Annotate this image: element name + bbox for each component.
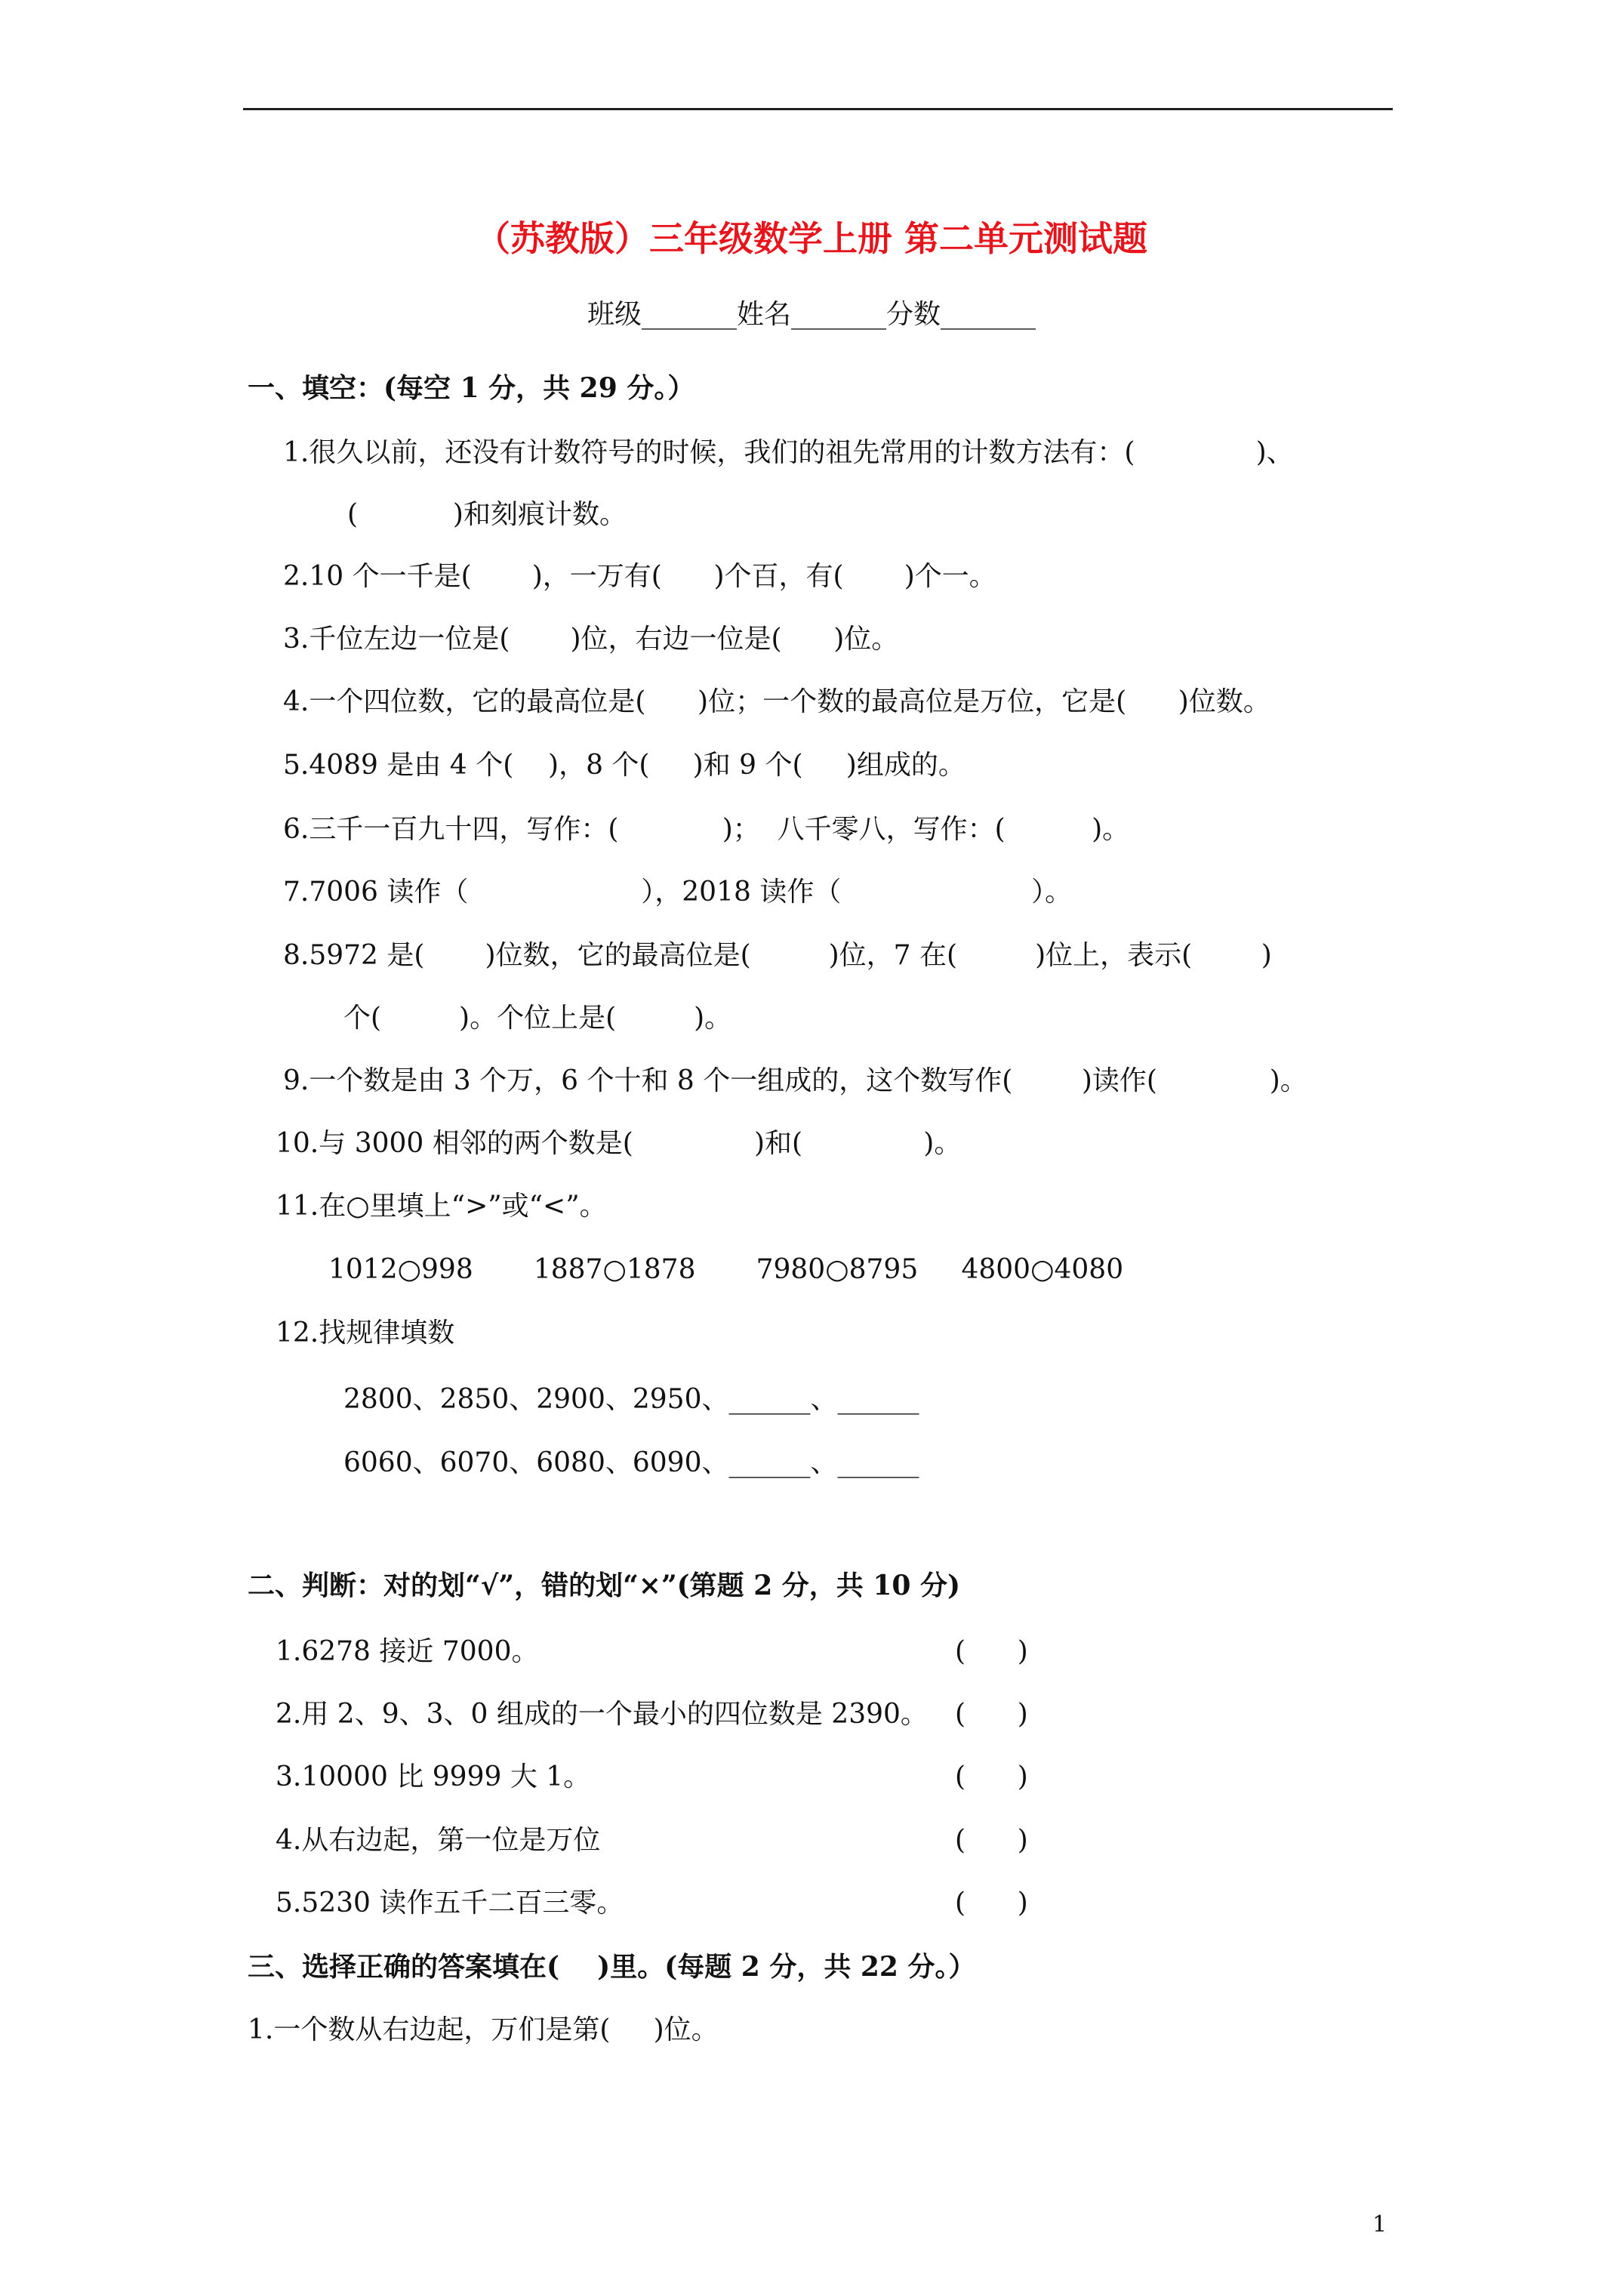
section-3-heading: 三、选择正确的答案填在( )里。(每题 2 分，共 22 分。） — [248, 1951, 976, 1983]
pattern-row: 6060、6070、6080、6090、______、______ — [343, 1447, 919, 1478]
section-1-heading: 一、填空：(每空 1 分，共 29 分。） — [248, 372, 695, 404]
judgment-item-text: 4.从右边起，第一位是万位 — [276, 1825, 601, 1856]
answer-parentheses: ( ) — [955, 1888, 1028, 1918]
question-line: 1.很久以前，还没有计数符号的时候，我们的祖先常用的计数方法有：( )、 — [283, 437, 1294, 468]
question-line: 11.在○里填上“>”或“<”。 — [276, 1191, 607, 1222]
section-2-heading: 二、判断：对的划“√”，错的划“×”(第题 2 分，共 10 分) — [248, 1570, 960, 1601]
question-line: 9.一个数是由 3 个万，6 个十和 8 个一组成的，这个数写作( )读作( )。 — [283, 1065, 1307, 1096]
comparison-row: 1012○998 1887○1878 7980○8795 4800○4080 — [328, 1254, 1124, 1285]
question-line: 6.三千一百九十四，写作：( )； 八千零八，写作：( )。 — [283, 814, 1130, 845]
judgment-item-text: 1.6278 接近 7000。 — [276, 1636, 539, 1667]
question-line: 2.10 个一千是( )，一万有( )个百，有( )个一。 — [283, 561, 996, 592]
question-line: 8.5972 是( )位数，它的最高位是( )位，7 在( )位上，表示( ) — [283, 940, 1272, 971]
judgment-item-text: 3.10000 比 9999 大 1。 — [276, 1761, 591, 1792]
question-line: 10.与 3000 相邻的两个数是( )和( )。 — [276, 1128, 962, 1159]
page-number: 1 — [1372, 2211, 1387, 2238]
question-line: 1.一个数从右边起，万们是第( )位。 — [248, 2014, 719, 2045]
pattern-row: 2800、2850、2900、2950、______、______ — [343, 1384, 919, 1415]
question-line: 12.找规律填数 — [276, 1318, 455, 1348]
answer-parentheses: ( ) — [955, 1699, 1028, 1730]
answer-parentheses: ( ) — [955, 1636, 1028, 1667]
answer-parentheses: ( ) — [955, 1825, 1028, 1856]
judgment-item-text: 2.用 2、9、3、0 组成的一个最小的四位数是 2390。 — [276, 1699, 928, 1730]
judgment-item-text: 5.5230 读作五千二百三零。 — [276, 1888, 624, 1918]
question-line: 个( )。个位上是( )。 — [343, 1003, 732, 1034]
header-rule — [243, 108, 1393, 110]
question-line: 7.7006 读作（ ），2018 读作（ ）。 — [283, 877, 1073, 908]
question-line: 3.千位左边一位是( )位，右边一位是( )位。 — [283, 624, 899, 655]
question-line: ( )和刻痕计数。 — [347, 499, 627, 530]
answer-parentheses: ( ) — [955, 1761, 1028, 1792]
question-line: 5.4089 是由 4 个( )，8 个( )和 9 个( )组成的。 — [283, 750, 965, 781]
document-title: （苏教版）三年级数学上册 第二单元测试题 — [475, 218, 1147, 259]
student-info-line: 班级_______姓名_______分数_______ — [587, 299, 1036, 330]
question-line: 4.一个四位数，它的最高位是( )位；一个数的最高位是万位，它是( )位数。 — [283, 686, 1270, 717]
